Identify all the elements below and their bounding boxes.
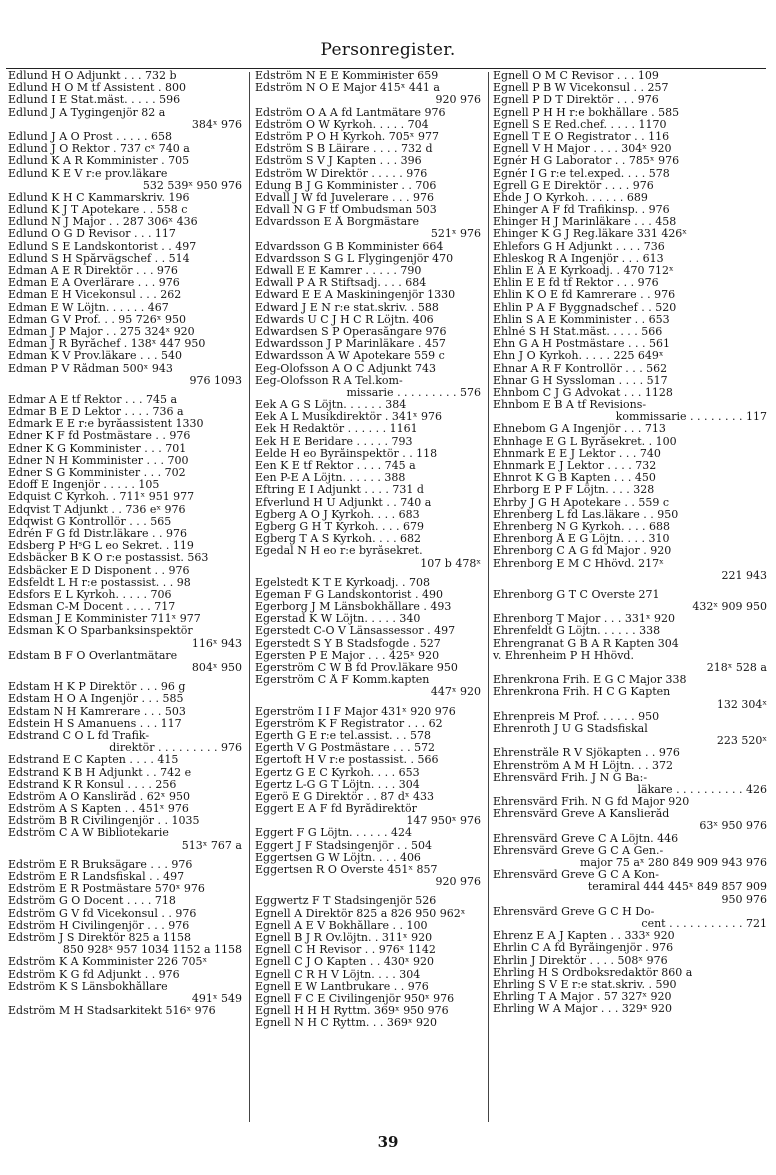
register-entry: Ehlin E A E Kyrkoadj. . 470 712ˣ bbox=[493, 265, 674, 277]
register-column-3 bbox=[493, 70, 771, 1138]
register-entry: Ehlin K O E fd Kamrerare . . 976 bbox=[493, 289, 676, 302]
register-entry: Edström A S Kapten . . 451ˣ 976 bbox=[8, 803, 189, 816]
register-entry: Egnér H G Laborator . . 785ˣ 976 bbox=[493, 155, 680, 168]
register-entry: Edström K S Länsbokhållare bbox=[8, 980, 168, 993]
register-entry: Egertz G E C Kyrkoh. . . . 653 bbox=[255, 766, 420, 779]
register-entry: Edmark E E r:e byråassistent 1330 bbox=[8, 418, 204, 431]
register-entry-continuation: 513ˣ 767 a bbox=[181, 839, 242, 852]
register-entry: Eeg-Olofsson A O C Adjunkt 743 bbox=[255, 362, 437, 375]
register-entry: Ehrenz E A J Kapten . . 333ˣ 920 bbox=[493, 930, 675, 943]
register-entry: Ehnbom E B A tf Revisions- bbox=[493, 399, 647, 412]
register-entry: Egerö E G Direktör . . 87 dˣ 433 bbox=[255, 790, 435, 803]
register-entry: Ehrenberg L fd Las.läkare . . 950 bbox=[493, 508, 679, 521]
register-entry: Eggwertz F T Stadsingenjör 526 bbox=[255, 895, 437, 908]
register-entry: Ehrling S V E r:e stat.skriv. . 590 bbox=[493, 978, 677, 991]
register-entry: Edström A O Kansliråd . 62ˣ 950 bbox=[8, 790, 190, 803]
register-entry: Edlund J A O Prost . . . . . 658 bbox=[8, 130, 172, 143]
register-entry: Edsman K O Sparbanksinspektör bbox=[8, 625, 193, 638]
register-entry: Edmar B E D Lektor . . . . 736 a bbox=[8, 406, 184, 419]
register-entry: Edström K G fd Adjunkt . . 976 bbox=[8, 968, 180, 981]
register-entry: Edsfeldt L H r:e postassist. . . 98 bbox=[8, 576, 191, 589]
register-entry: Ehrlin J Direktör . . . . 508ˣ 976 bbox=[493, 954, 668, 967]
register-entry: Edström K A Komminister 226 705ˣ bbox=[8, 956, 208, 969]
register-entry-continuation: missarie . . . . . . . . . 576 bbox=[346, 386, 481, 399]
register-entry: Edström O W Kyrkoh. . . . . 704 bbox=[255, 118, 429, 131]
register-entry: Ehlné S H Stat.mäst. . . . . 566 bbox=[493, 325, 663, 338]
column-divider-2 bbox=[488, 72, 489, 1122]
register-entry: Egnell A E V Bokhållare . . 100 bbox=[255, 919, 428, 932]
register-entry-continuation: läkare . . . . . . . . . . 426 bbox=[637, 783, 767, 796]
register-entry: Egersten P E Major . . . 425ˣ 920 bbox=[255, 649, 440, 662]
register-entry: Ehrenpreis M Prof. . . . . . 950 bbox=[493, 710, 660, 723]
page-number: 39 bbox=[377, 1133, 399, 1151]
register-entry: Edlund J O Rektor . 737 cˣ 740 a bbox=[8, 143, 190, 156]
register-entry: Ehrensvärd Frih. N G fd Major 920 bbox=[493, 796, 690, 809]
register-entry: Egerström C Å F Komm.kapten bbox=[255, 674, 430, 687]
register-entry: Eelde H eo Byråinspektör . . 118 bbox=[255, 447, 438, 460]
register-entry: Edman E W Löjtn. . . . . . 467 bbox=[8, 301, 169, 314]
register-entry: Edström J S Direktör 825 a 1158 bbox=[8, 931, 191, 944]
register-entry: Ehrenkrona Frih. H C G Kapten bbox=[493, 686, 671, 699]
register-entry: Edwards U C J H C R Löjtn. 406 bbox=[255, 313, 434, 326]
register-entry-continuation: 63ˣ 950 976 bbox=[699, 820, 767, 833]
register-entry: Edsbäcker E D Disponent . . 976 bbox=[8, 564, 190, 577]
register-entry: Egrell G E Direktör . . . . 976 bbox=[493, 179, 654, 192]
register-entry: Eggert F G Löjtn. . . . . . 424 bbox=[255, 827, 413, 840]
register-entry: Ehnrot K G B Kapten . . . 450 bbox=[493, 472, 656, 485]
register-entry: Edman J P Major . . 275 324ˣ 920 bbox=[8, 325, 195, 338]
register-entry: Ehinger H J Marinläkare . . . 458 bbox=[493, 216, 677, 229]
register-entry: Ehnar G H Syssloman . . . . 517 bbox=[493, 374, 668, 387]
register-entry: Egnell H H H Ryttm. 369ˣ 950 976 bbox=[255, 1005, 449, 1018]
register-entry: Egnér I G r:e tel.exped. . . . 578 bbox=[493, 167, 670, 180]
register-entry: Edman K V Prov.läkare . . . 540 bbox=[8, 350, 183, 363]
register-entry: Edström S B Läirare . . . . 732 d bbox=[255, 143, 433, 156]
register-entry-continuation: kommissarie . . . . . . . . 117 bbox=[615, 411, 767, 424]
register-entry: Edsberg P HˢG L eo Sekret. . 119 bbox=[8, 540, 194, 553]
register-entry: Edström N O E Major 415ˣ 441 a bbox=[255, 82, 440, 95]
register-entry: Ehrenborg G T C Överste 271 bbox=[493, 588, 660, 601]
register-entry: Edstam H K P Direktör . . . 96 g bbox=[8, 681, 186, 694]
register-entry: Egertz L-G G T Löjtn. . . . 304 bbox=[255, 778, 420, 791]
register-entry: Edlund H O M tf Assistent . 800 bbox=[8, 82, 186, 95]
register-entry: Edstam B F O Överlantmätare bbox=[8, 649, 178, 662]
register-entry: Edner K F fd Postmästare . . 976 bbox=[8, 430, 191, 443]
register-entry-continuation: major 75 aˣ 280 849 909 943 976 bbox=[580, 857, 767, 869]
register-entry: Edner N H Komminister . . . 700 bbox=[8, 454, 189, 467]
register-entry: Edström N E E Kommінister 659 bbox=[255, 70, 439, 82]
register-entry: Ehnmark E E J Lektor . . . 740 bbox=[493, 447, 661, 460]
register-entry: Edqvist T Adjunkt . . 736 eˣ 976 bbox=[8, 503, 186, 516]
register-entry: Edmar A E tf Rektor . . . 745 a bbox=[8, 393, 178, 406]
register-entry-continuation: 491ˣ 549 bbox=[191, 992, 242, 1005]
register-entry: Edström P O H Kyrkoh. 705ˣ 977 bbox=[255, 130, 439, 143]
register-column-1 bbox=[8, 70, 246, 1138]
register-entry: Eggertsen R O Överste 451ˣ 857 bbox=[255, 864, 438, 876]
register-entry: Edrén F G fd Distr.läkare . . 976 bbox=[8, 527, 187, 540]
register-entry: Ehrenkrona Frih. E G C Major 338 bbox=[493, 674, 687, 687]
register-entry: Edvall N G F tf Ombudsman 503 bbox=[255, 204, 437, 217]
register-entry: Ehnbom C J G Advokat . . . 1128 bbox=[493, 386, 673, 399]
register-entry: Ehrby J G H Apotekare . . 559 c bbox=[493, 496, 670, 509]
register-entry: Edström W Direktör . . . . . 976 bbox=[255, 167, 428, 180]
register-entry: Edström H Civilingenjör . . . 976 bbox=[8, 919, 190, 932]
register-entry: Ehde J O Kyrkoh. . . . . . 689 bbox=[493, 191, 648, 204]
register-entry-continuation: 920 976 bbox=[435, 94, 481, 107]
register-entry: Ehrenfeldt G Löjtn. . . . . . 338 bbox=[493, 625, 661, 638]
register-entry: Ehrenborg T Major . . . 331ˣ 920 bbox=[493, 613, 675, 626]
register-entry: Edström M H Stadsarkitekt 516ˣ 976 bbox=[8, 1005, 216, 1018]
register-entry: Egnell A Direktör 825 a 826 950 962ˣ bbox=[255, 907, 466, 920]
register-entry: Ehrengranat G B A R Kapten 304 bbox=[493, 637, 679, 650]
register-entry: Edung B J G Komminister . . 706 bbox=[255, 179, 437, 192]
register-entry: Ehrensvärd Greve C A Löjtn. 446 bbox=[493, 832, 679, 845]
register-entry: Edlund J A Tygingenjör 82 a bbox=[8, 106, 166, 119]
register-entry: Eftring E I Adjunkt . . . . 731 d bbox=[255, 484, 424, 497]
register-entry-continuation: cent . . . . . . . . . . . 721 bbox=[641, 917, 767, 930]
register-entry: Edman G V Prof. . . 95 726ˣ 950 bbox=[8, 313, 186, 326]
register-entry-continuation: 447ˣ 920 bbox=[430, 686, 481, 699]
register-entry: Egerström C W B fd Prov.läkare 950 bbox=[255, 662, 458, 674]
register-entry: Edoff E Ingenjör . . . . . 105 bbox=[8, 479, 160, 492]
register-entry: Egnell B J R Öv.löjtn. . 311ˣ 920 bbox=[255, 931, 433, 944]
column-divider-1 bbox=[249, 72, 250, 1122]
register-entry: v. Ehrenheim P H Hhövd. bbox=[493, 649, 634, 662]
register-entry: Edström S V J Kapten . . . 396 bbox=[255, 155, 422, 168]
register-entry: Ehnar A R F Kontrollör . . . 562 bbox=[493, 362, 668, 375]
register-entry: Ehinger A F fd Trafikinsp. . 976 bbox=[493, 204, 670, 217]
register-entry: Ehrensvärd Greve G C A Gen.- bbox=[493, 844, 664, 857]
register-entry: Eggertsen G W Löjtn. . . . 406 bbox=[255, 851, 421, 864]
register-entry: Egnell P B W Vicekonsul . . 257 bbox=[493, 82, 669, 95]
register-entry: Edman J R Byråchef . 138ˣ 447 950 bbox=[8, 338, 206, 351]
register-entry: Edström G O Docent . . . . 718 bbox=[8, 895, 176, 908]
register-entry: Edström C A W Bibliotekarie bbox=[8, 827, 169, 840]
register-entry-continuation: 218ˣ 528 a bbox=[706, 662, 767, 674]
register-entry: Egnell P H H r:e bokhållare . 585 bbox=[493, 106, 680, 119]
register-entry: Egerth G E r:e tel.assist. . . 578 bbox=[255, 729, 431, 742]
register-entry-continuation: 950 976 bbox=[721, 893, 767, 906]
register-entry: Edstrand K R Konsul . . . . 256 bbox=[8, 778, 177, 791]
register-entry: Egertoft H V r:e postassist. . 566 bbox=[255, 754, 439, 767]
register-entry: Egerth V G Postmästare . . . 572 bbox=[255, 742, 436, 755]
register-entry-continuation: 116ˣ 943 bbox=[191, 637, 242, 650]
register-entry: Ehrenroth J U G Stadsfiskal bbox=[493, 722, 648, 735]
register-entry: Egnell N H C Ryttm. . . 369ˣ 920 bbox=[255, 1017, 438, 1030]
register-entry-continuation: 107 b 478ˣ bbox=[420, 557, 481, 570]
register-entry-continuation: 850 928ˣ 957 1034 1152 a 1158 bbox=[62, 944, 242, 957]
register-entry: Edvardsson S G L Flygingenjör 470 bbox=[255, 252, 454, 265]
register-entry-continuation: 804ˣ 950 bbox=[191, 662, 242, 674]
register-entry: Edqwist G Kontrollör . . . 565 bbox=[8, 515, 172, 528]
register-entry: Ehrenström A M H Löjtn. . . 372 bbox=[493, 759, 673, 772]
register-entry: Ehnebom G A Ingenjör . . . 713 bbox=[493, 423, 666, 436]
register-entry: Edström E R Landsfiskal . . 497 bbox=[8, 871, 185, 883]
register-entry-continuation: 147 950ˣ 976 bbox=[406, 815, 481, 828]
register-entry: Edner K G Komminister . . . 701 bbox=[8, 442, 187, 455]
register-entry: Edwall E E Kamrer . . . . . 790 bbox=[255, 265, 422, 277]
register-entry: Ehlefors G H Adjunkt . . . . 736 bbox=[493, 240, 665, 253]
register-entry: Ehinger K G J Reg.läkare 331 426ˣ bbox=[493, 228, 687, 241]
register-entry: Ehrenborg C A G fd Major . 920 bbox=[493, 545, 672, 558]
register-entry: Edlund S H Spårvägschef . . 514 bbox=[8, 252, 190, 265]
register-entry: Ehrensvärd Greve G C A Kon- bbox=[493, 869, 659, 882]
register-entry: Ehnhage E G L Byråsekret. . 100 bbox=[493, 435, 677, 448]
register-entry: Eek A G S Löjtn. . . . . . 384 bbox=[255, 399, 407, 412]
page-title: Personregister. bbox=[320, 40, 456, 60]
register-entry-continuation: 432ˣ 909 950 bbox=[692, 601, 767, 614]
register-entry: Egnell F C E Civilingenjör 950ˣ 976 bbox=[255, 992, 455, 1005]
register-entry: Ehrensvärd Frih. J N G Ba:- bbox=[493, 771, 648, 784]
register-entry: Edstam H O A Ingenjör . . . 585 bbox=[8, 693, 184, 706]
register-entry: Ehrling W A Major . . . 329ˣ 920 bbox=[493, 1003, 673, 1016]
header-rule bbox=[6, 68, 766, 69]
register-entry: Egnell S E Red.chef. . . . . 1170 bbox=[493, 118, 667, 131]
register-entry: Edquist C Kyrkoh. . 711ˣ 951 977 bbox=[8, 491, 195, 504]
register-entry: Een P-E A Löjtn. . . . . . 388 bbox=[255, 472, 406, 485]
register-entry: Ehn J O Kyrkoh. . . . . 225 649ˣ bbox=[493, 350, 664, 363]
register-entry: Edlund S E Landskontorist . . 497 bbox=[8, 240, 197, 253]
register-entry: Egnell C J O Kapten . . 430ˣ 920 bbox=[255, 956, 434, 969]
register-entry-continuation: 920 976 bbox=[435, 876, 481, 889]
register-entry: Eeg-Olofsson R A Tel.kom- bbox=[255, 374, 403, 387]
register-entry: Ehrenberg N G Kyrkoh. . . . 688 bbox=[493, 520, 671, 533]
register-entry: Ehrlin C A fd Byråingenjör . 976 bbox=[493, 942, 674, 955]
register-entry-continuation: 223 520ˣ bbox=[716, 735, 767, 748]
register-entry: Ehrenstråle R V Sjökapten . . 976 bbox=[493, 747, 680, 760]
register-entry: Edlund O G D Revisor . . . 117 bbox=[8, 228, 176, 241]
register-entry: Egnell E W Lantbrukare . . 976 bbox=[255, 980, 429, 993]
register-entry: Egberg G H T Kyrkoh. . . . 679 bbox=[255, 520, 424, 533]
register-entry: Ehleskog R A Ingenjör . . . 613 bbox=[493, 252, 664, 265]
register-entry: Edvall J W fd Juvelerare . . . 976 bbox=[255, 191, 434, 204]
register-entry: Edström E R Postmästare 570ˣ 976 bbox=[8, 883, 205, 896]
register-entry: Eek H E Beridare . . . . . 793 bbox=[255, 435, 413, 448]
register-entry: Edstein H S Amanuens . . . 117 bbox=[8, 717, 182, 730]
register-entry: Edwardsson A W Apotekare 559 c bbox=[255, 350, 445, 363]
register-entry-continuation: 221 943 bbox=[721, 569, 767, 582]
register-entry-continuation: 976 1093 bbox=[189, 374, 242, 387]
register-entry: Edlund K E V r:e prov.läkare bbox=[8, 167, 168, 180]
register-entry-continuation: 521ˣ 976 bbox=[430, 228, 481, 241]
register-entry: Egerstad K W Löjtn. . . . . 340 bbox=[255, 613, 421, 626]
register-entry-continuation: 532 539ˣ 950 976 bbox=[142, 179, 242, 192]
register-entry: Edvardsson G B Komminister 664 bbox=[255, 240, 444, 253]
register-entry: Edward J E N r:e stat.skriv. . 588 bbox=[255, 301, 439, 314]
register-entry: Egerborg J M Länsbokhållare . 493 bbox=[255, 601, 452, 614]
register-entry: Egerstedt C-O V Länsassessor . 497 bbox=[255, 625, 456, 638]
register-entry: Ehn G A H Postmästare . . . 561 bbox=[493, 338, 671, 351]
register-entry: Egnell C R H V Löjtn. . . . 304 bbox=[255, 968, 421, 981]
register-entry: Ehrensvärd Greve G C H Do- bbox=[493, 905, 655, 918]
register-entry: Edsman J E Komminister 711ˣ 977 bbox=[8, 613, 201, 626]
register-entry: Edlund I E Stat.mäst. . . . . 596 bbox=[8, 94, 181, 107]
register-entry: Ehlin E E fd tf Rektor . . . 976 bbox=[493, 277, 659, 290]
register-entry: Egnell P D T Direktör . . . 976 bbox=[493, 94, 659, 107]
register-entry: Ehrborg E P F Löjtn. . . . 328 bbox=[493, 484, 655, 497]
register-entry: Edner S G Komminister . . . 702 bbox=[8, 467, 186, 479]
register-entry: Egberg T A S Kyrkoh. . . . 682 bbox=[255, 533, 422, 546]
register-entry: Edsman C-M Docent . . . . 717 bbox=[8, 601, 176, 614]
register-entry: Egberg A O J Kyrkoh. . . . 683 bbox=[255, 508, 420, 521]
register-entry: Egnell C H Revisor . . 976ˣ 1142 bbox=[255, 944, 436, 957]
register-entry: Edlund N J Major . . 287 306ˣ 436 bbox=[8, 216, 198, 229]
register-entry: Edward E E A Maskiningenjör 1330 bbox=[255, 289, 456, 302]
register-entry: Egerström I I F Major 431ˣ 920 976 bbox=[255, 705, 456, 718]
register-entry-continuation: teramiral 444 445ˣ 849 857 909 bbox=[587, 881, 767, 894]
register-entry-continuation: 384ˣ 976 bbox=[191, 118, 242, 131]
register-entry: Ehrling T A Major . 57 327ˣ 920 bbox=[493, 991, 672, 1004]
register-entry: Edstrand E C Kapten . . . . 415 bbox=[8, 754, 179, 767]
register-entry: Edstam N H Kamrerare . . . 503 bbox=[8, 705, 186, 718]
register-entry-continuation: 132 304ˣ bbox=[716, 698, 767, 711]
register-entry: Edlund K A R Komminister . 705 bbox=[8, 155, 190, 168]
register-entry: Ehrenborg Å E G Löjtn. . . . 310 bbox=[493, 533, 670, 546]
register-entry: Egnell T E O Registrator . . 116 bbox=[493, 130, 670, 143]
register-entry: Edlund K H C Kammarskriv. 196 bbox=[8, 191, 190, 204]
register-entry: Edsfors E L Kyrkoh. . . . . 706 bbox=[8, 588, 172, 601]
register-entry: Edström E R Bruksägare . . . 976 bbox=[8, 858, 193, 871]
register-entry: Edström B R Civilingenjör . . 1035 bbox=[8, 815, 200, 828]
register-entry: Eek H Redaktör . . . . . . 1161 bbox=[255, 423, 418, 436]
register-entry: Edman E H Vicekonsul . . . 262 bbox=[8, 289, 182, 302]
register-entry: Edlund K J T Apotekare . . 558 c bbox=[8, 204, 188, 217]
register-entry: Egerström K F Registrator . . . 62 bbox=[255, 717, 443, 730]
register-entry: Ehrensvärd Greve A Kanslieråd bbox=[493, 808, 670, 821]
register-entry: Edman P V Rådman 500ˣ 943 bbox=[8, 362, 173, 375]
register-column-2 bbox=[255, 70, 485, 1138]
register-entry: Egerstedt S Y B Stadsfogde . 527 bbox=[255, 637, 441, 650]
register-entry: Ehlin P A F Byggnadschef . . 520 bbox=[493, 301, 677, 314]
register-entry: Egnell O M C Revisor . . . 109 bbox=[493, 70, 659, 82]
register-entry: Edstrand C O L fd Trafik- bbox=[8, 729, 150, 742]
register-entry: Ehlin S A E Komminister . . 653 bbox=[493, 313, 670, 326]
register-entry: Edwardsson J P Marinläkare . 457 bbox=[255, 338, 446, 351]
register-entry: Edman E A Överlärare . . . 976 bbox=[8, 277, 180, 290]
register-entry: Edvardsson E Å Borgmästare bbox=[255, 216, 419, 229]
register-entry: Edwardsen S P Operasångare 976 bbox=[255, 325, 447, 338]
register-entry: Eek A L Musikdirektör . 341ˣ 976 bbox=[255, 411, 443, 424]
register-entry: Efverlund H U Adjunkt . . 740 a bbox=[255, 496, 432, 509]
register-entry: Edwall P A R Stiftsadj. . . . 684 bbox=[255, 277, 427, 290]
register-entry: Egeman F G Landskontorist . 490 bbox=[255, 588, 443, 601]
register-entry: Edström G V fd Vicekonsul . . 976 bbox=[8, 907, 197, 920]
register-entry: Ehrling H S Ordboksredaktör 860 a bbox=[493, 966, 693, 979]
register-entry: Edman A E R Direktör . . . 976 bbox=[8, 265, 178, 277]
register-entry: Eggert J F Stadsingenjör . . 504 bbox=[255, 839, 433, 852]
register-entry: Eggert E A F fd Byrådirektör bbox=[255, 803, 417, 816]
register-entry: Edsbäcker B K O r:e postassist. 563 bbox=[8, 552, 209, 565]
register-entry: Egelstedt K T E Kyrkoadj. . 708 bbox=[255, 576, 430, 589]
register-entry: Edlund H O Adjunkt . . . 732 b bbox=[8, 70, 177, 82]
register-entry: Edstrand K B H Adjunkt . . 742 e bbox=[8, 766, 192, 779]
register-entry-continuation: direktör . . . . . . . . . 976 bbox=[109, 742, 242, 755]
register-entry: Ehnmark E J Lektor . . . . 732 bbox=[493, 460, 657, 472]
register-entry: Edström O A A fd Lantmätare 976 bbox=[255, 106, 446, 119]
register-entry: Ehrenborg E M C Hhövd. 217ˣ bbox=[493, 557, 664, 570]
register-entry: Een K E tf Rektor . . . . 745 a bbox=[255, 460, 416, 472]
register-entry: Egedal N H eo r:e byråsekret. bbox=[255, 545, 423, 558]
register-entry: Egnell V H Major . . . . 304ˣ 920 bbox=[493, 143, 672, 156]
